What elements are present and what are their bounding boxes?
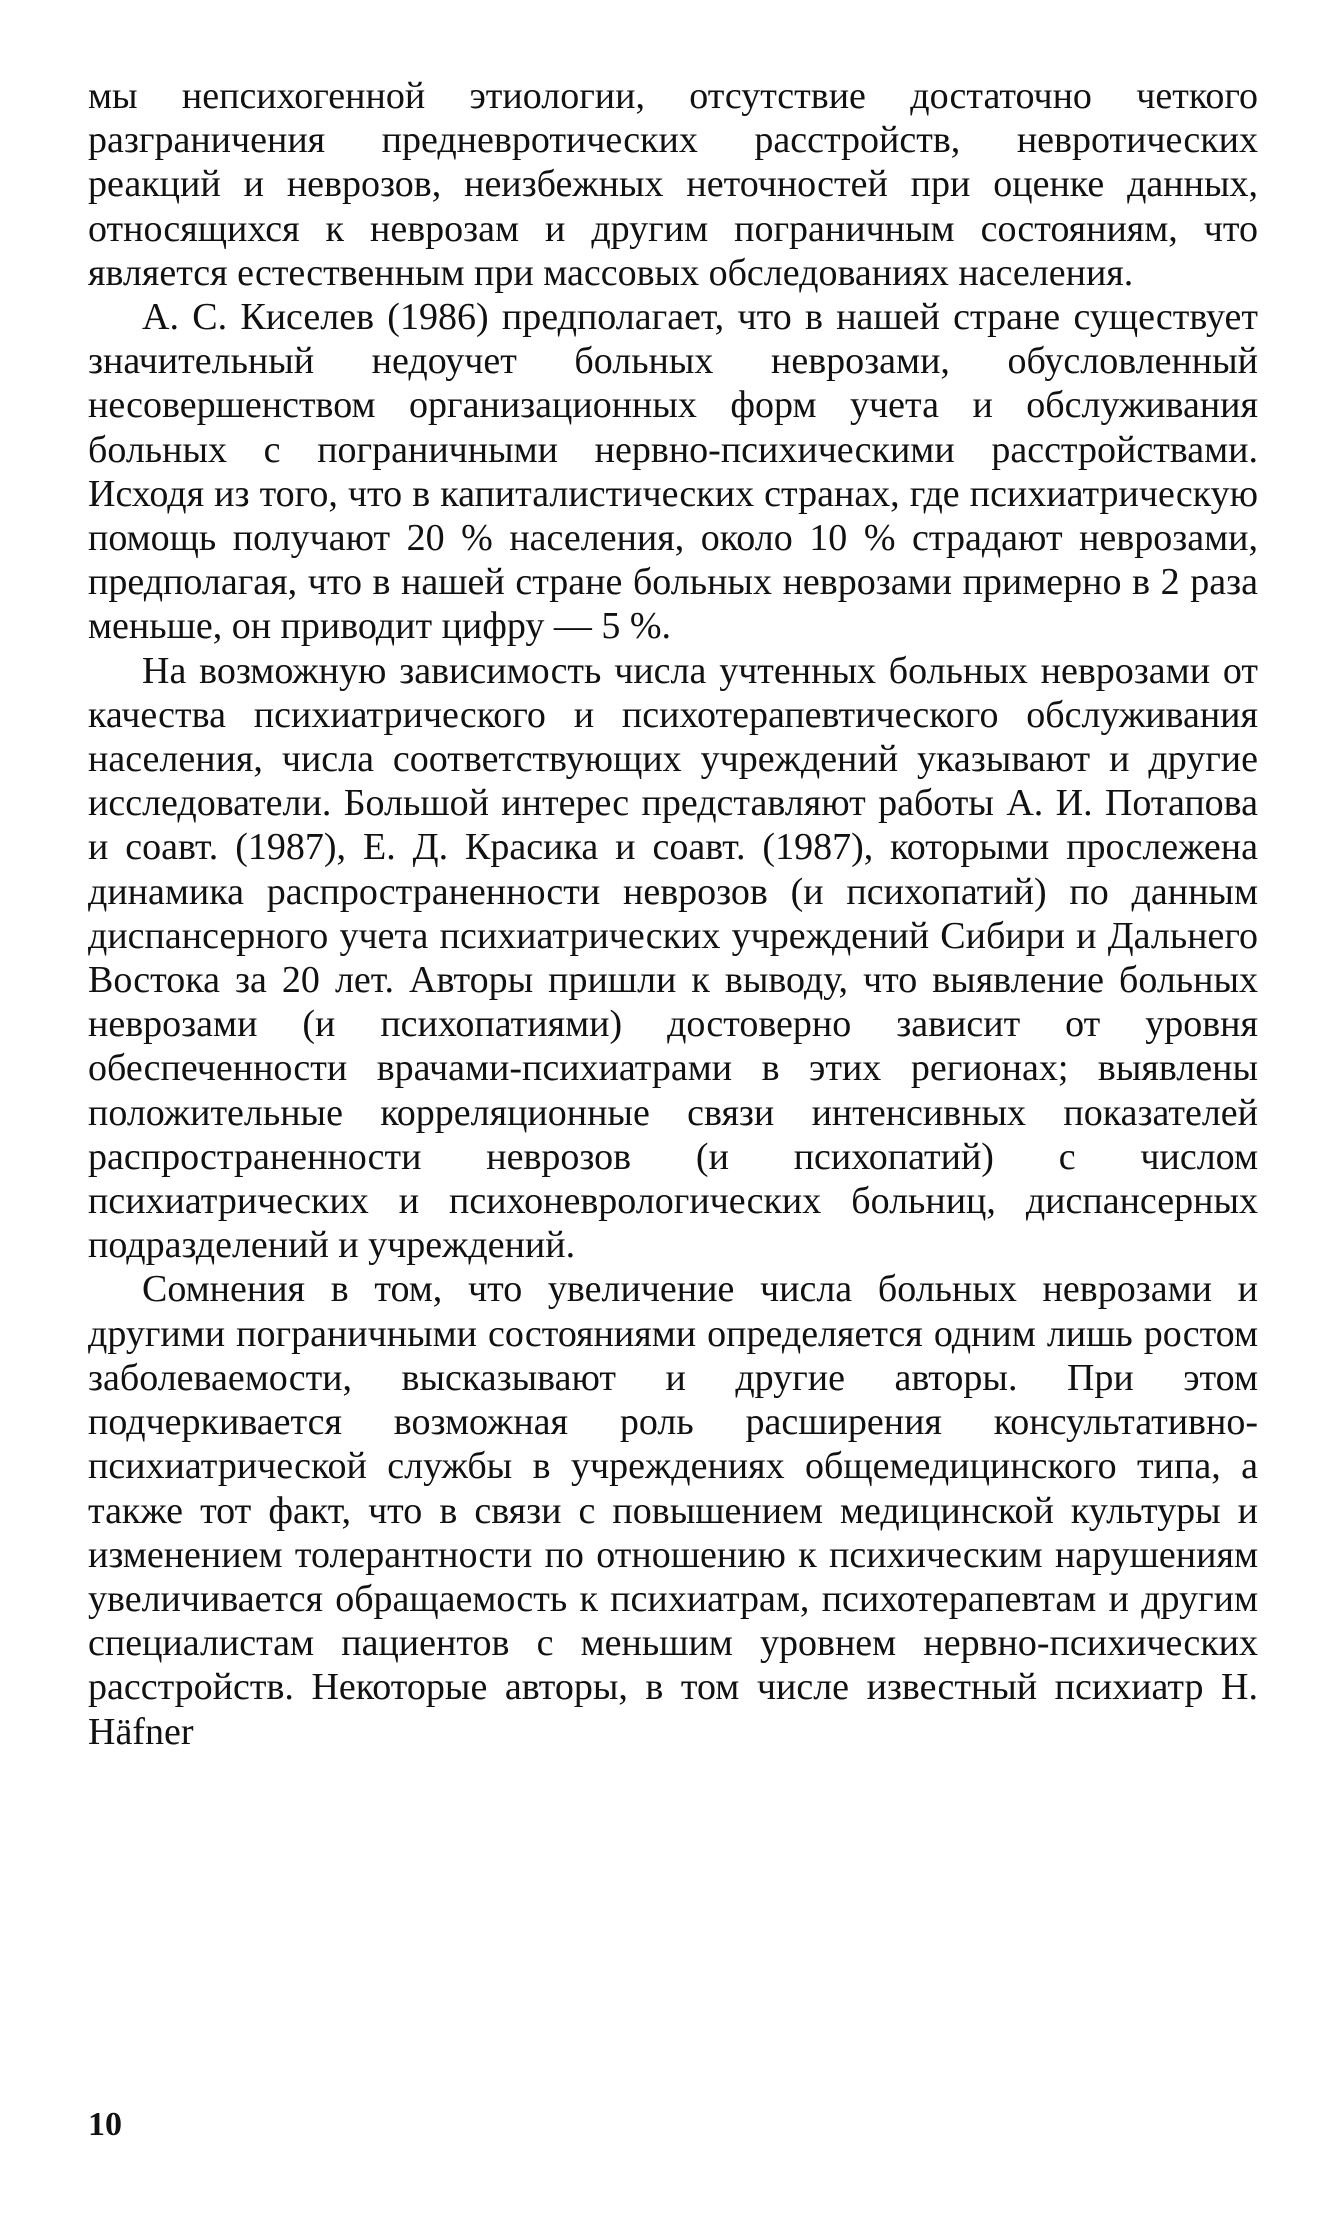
paragraph-1: мы непсихогенной этиологии, отсутствие достаточно четкого разграничения предневротических расстройств, невротических реакций и неврозов, неизбежных неточностей при оценке данных, относящихся к неврозам и другим пограничным состояниям, что является естественным при массовых обследованиях населения.	[88, 75, 1258, 294]
paragraph-3: На возможную зависимость числа учтенных больных неврозами от качества психиатрического и психотерапевтического обслуживания населения, числа соответствующих учреждений указывают и другие исследователи. Большой интерес представляют работы А. И. Потапова и соавт. (1987), Е. Д. Красика и соавт. (1987), которыми прослежена динамика распространенности неврозов (и психопатий) по данным диспансерного учета психиатрических учреждений Сибири и Дальнего Востока за 20 лет. Авторы пришли к выводу, что выявление больных неврозами (и психопатиями) достоверно зависит от уровня обеспеченности врачами-психиатрами в этих регионах; выявлены положительные корреляционные связи интенсивных показателей распространенности неврозов (и психопатий) с числом психиатрических и психоневрологических больниц, диспансерных подразделений и учреждений.	[88, 649, 1258, 1267]
paragraph-2: А. С. Киселев (1986) предполагает, что в нашей стране существует значительный недоучет больных неврозами, обусловленный несовершенством организационных форм учета и обслуживания больных с пограничными нервно-психическими расстройствами. Исходя из того, что в капиталистических странах, где психиатрическую помощь получают 20 % населения, около 10 % страдают неврозами, предполагая, что в нашей стране больных неврозами примерно в 2 раза меньше, он приводит цифру — 5 %.	[88, 296, 1258, 648]
page-body	[88, 74, 1258, 1754]
paragraph-4: Сомнения в том, что увеличение числа больных неврозами и другими пограничными состояниями определяется одним лишь ростом заболеваемости, высказывают и другие авторы. При этом подчеркивается возможная роль расширения консультативно-психиатрической службы в учреждениях общемедицинского типа, а также тот факт, что в связи с повышением медицинской культуры и изменением толерантности по отношению к психическим нарушениям увеличивается обращаемость к психиатрам, психотерапевтам и другим специалистам пациентов с меньшим уровнем нервно-психических расстройств. Некоторые авторы, в том числе известный психиатр H. Häfner	[88, 1268, 1258, 1753]
page-number: 10	[88, 2106, 122, 2143]
